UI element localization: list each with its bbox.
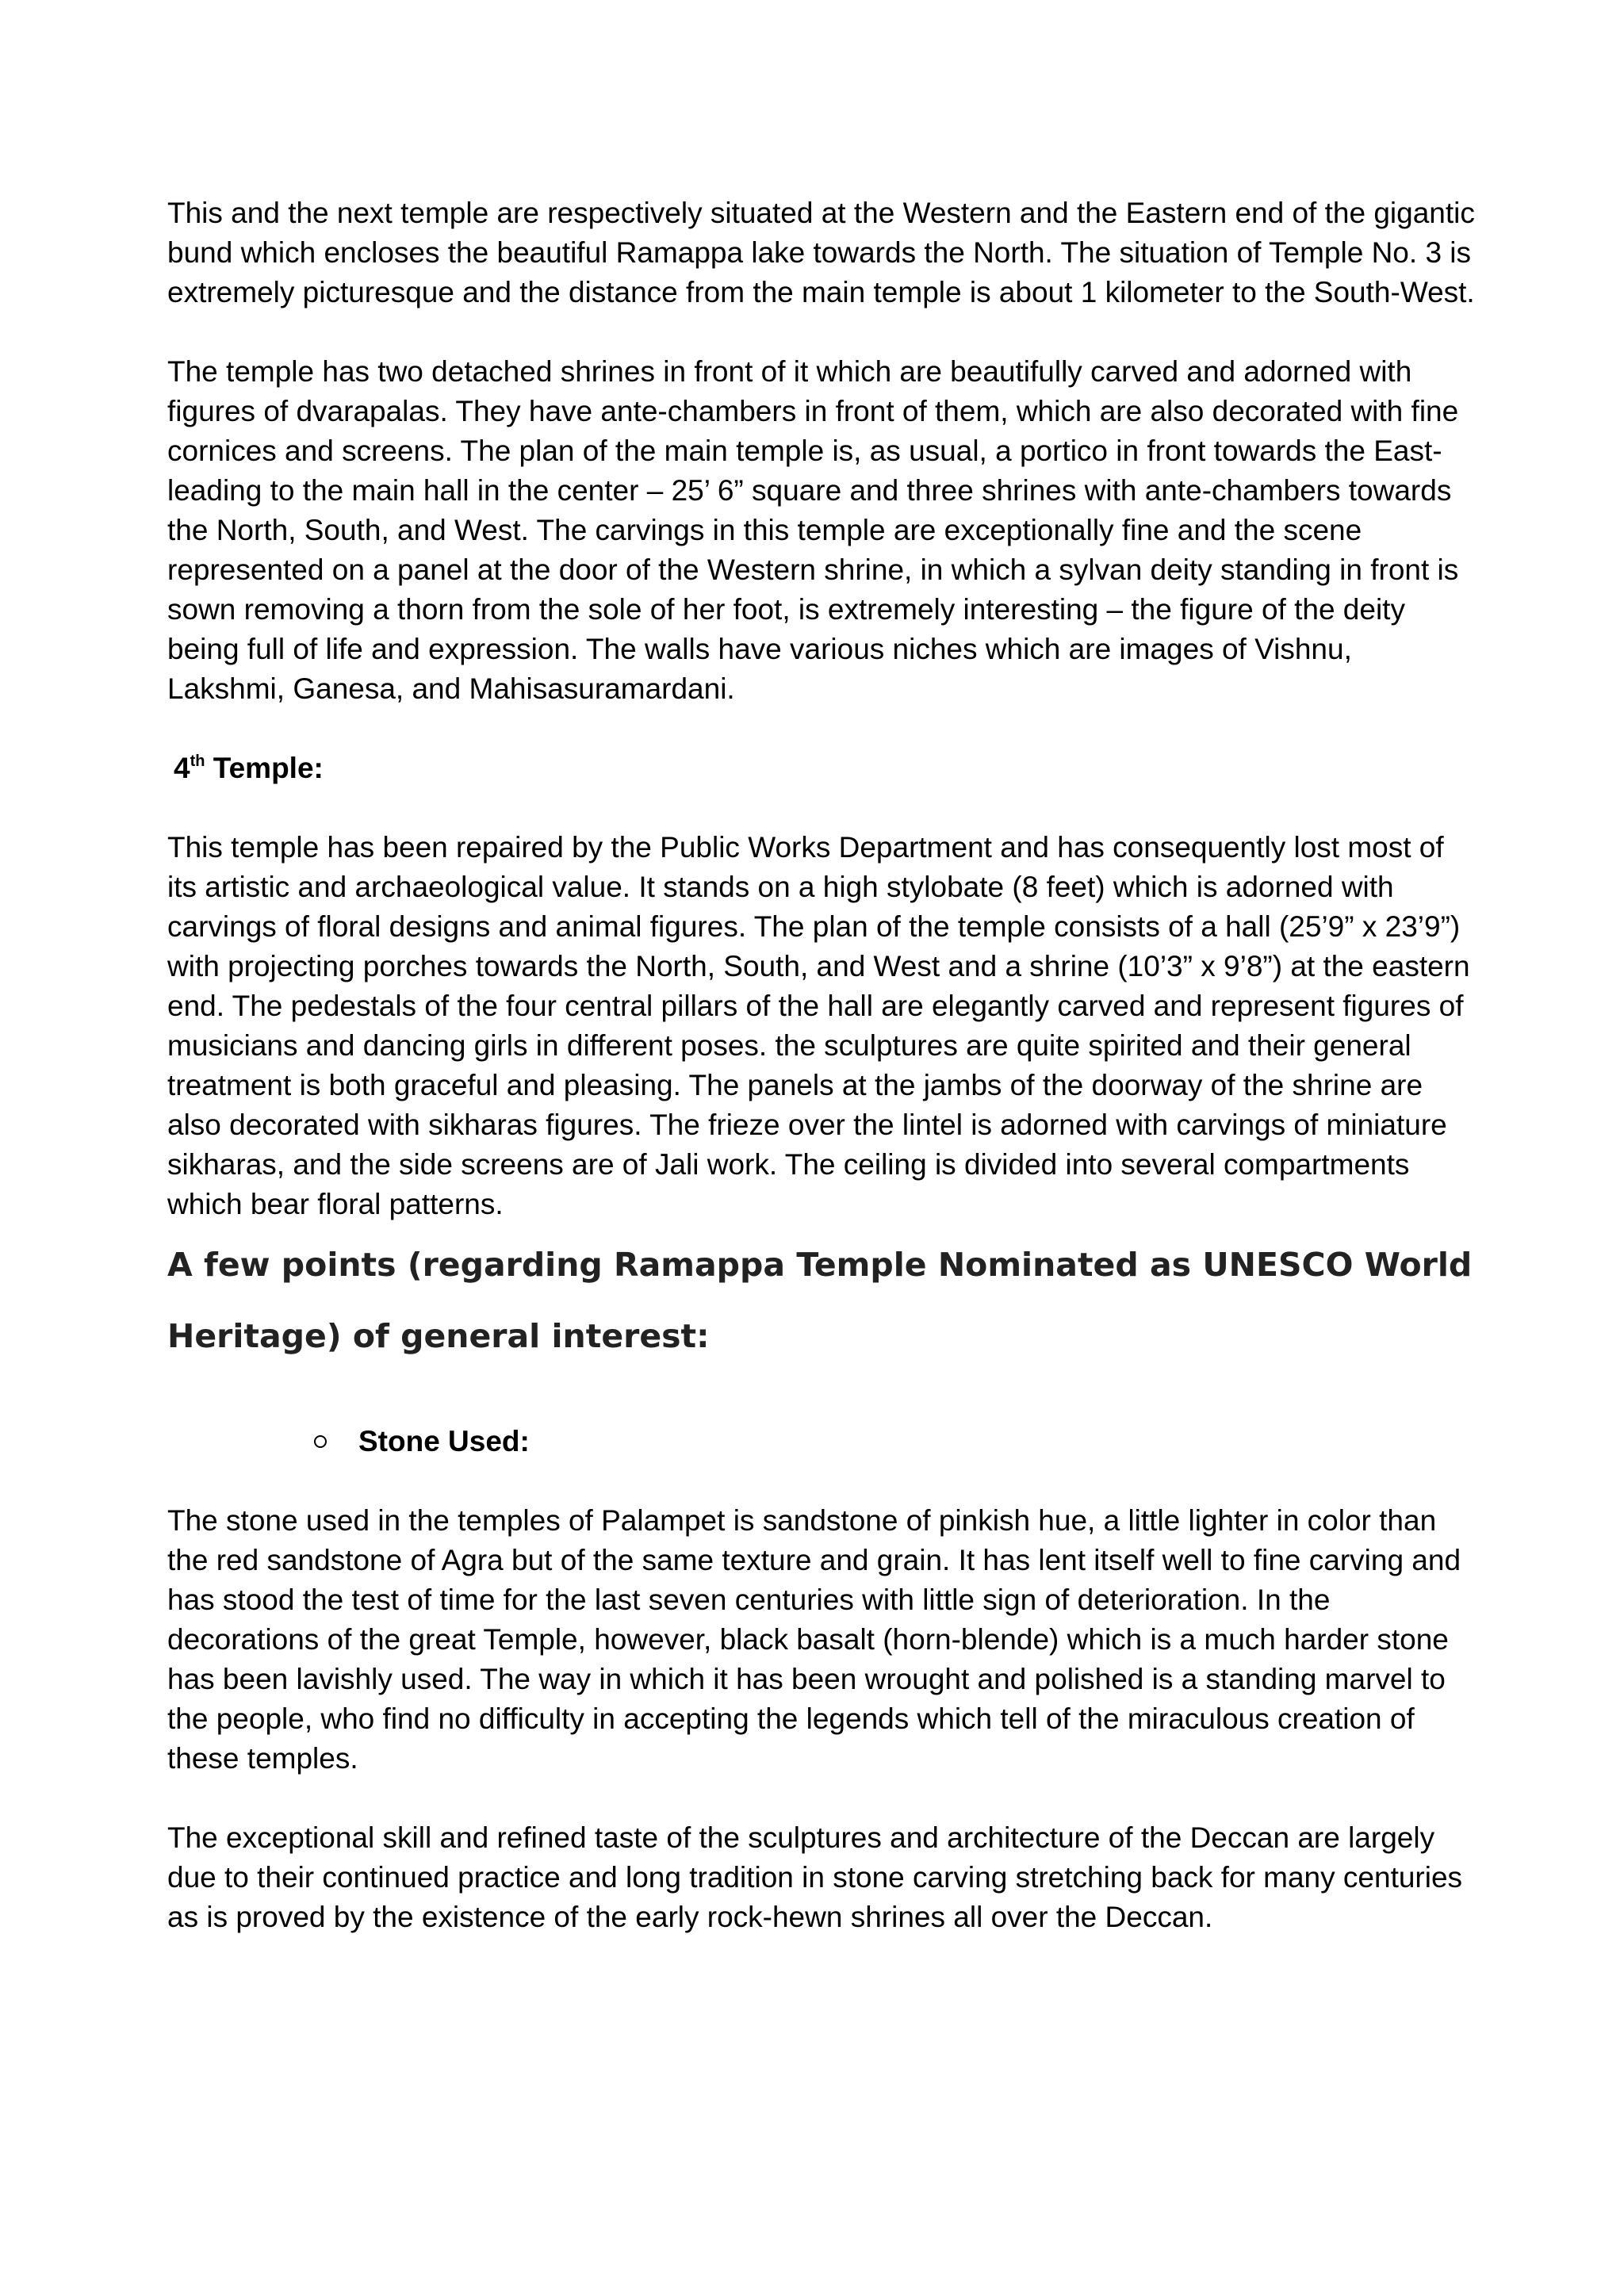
section-heading-line2: Heritage) of general interest:	[167, 1317, 710, 1355]
bullet-label: Stone Used:	[358, 1425, 530, 1457]
paragraph-spacer	[167, 709, 1476, 749]
paragraph-spacer	[167, 1779, 1476, 1818]
bullet-stone-used	[167, 1422, 1476, 1461]
temple4-heading-label: Temple:	[205, 752, 324, 784]
document-body	[167, 193, 1476, 1937]
paragraph-deccan-tradition: The exceptional skill and refined taste of the sculptures and architecture of the Deccan are largely due to their continued practice and long tradition in stone carving stretching back for many centuries as is proved by the existence of the early rock-hewn shrines all over the Deccan.	[167, 1821, 1463, 1933]
paragraph-spacer	[167, 1461, 1476, 1501]
hollow-circle-bullet-icon	[314, 1435, 327, 1448]
paragraph-temple4-description: This temple has been repaired by the Public Works Department and has consequently lost most of its artistic and archaeological value. It stands on a high stylobate (8 feet) which is adorned with carvings of floral designs and animal figures. The plan of the temple consists of a hall (25’9” x 23’9”) with projecting porches towards the North, South, and West and a shrine (10’3” x 9’8”) at the eastern end. The pedestals of the four central pillars of the hall are elegantly carved and represent figures of musicians and dancing girls in different poses. the sculptures are quite spirited and their general treatment is both graceful and pleasing. The panels at the jambs of the doorway of the shrine are also decorated with sikharas figures. The frieze over the lintel is adorned with carvings of miniature sikharas, and the side screens are of Jali work. The ceiling is divided into several compartments which bear floral patterns.	[167, 831, 1470, 1220]
section-heading-unesco	[167, 1229, 1476, 1372]
paragraph-stone-description: The stone used in the temples of Palampet is sandstone of pinkish hue, a little lighter in color than the red sandstone of Agra but of the same texture and grain. It has lent itself well to fine carving and has stood the test of time for the last seven centuries with little sign of deterioration. In the decorations of the great Temple, however, black basalt (horn-blende) which is a much harder stone has been lavishly used. The way in which it has been wrought and polished is a standing marvel to the people, who find no difficulty in accepting the legends which tell of the miraculous creation of these temples.	[167, 1504, 1461, 1775]
paragraph-temple3-location: This and the next temple are respectively situated at the Western and the Eastern end of the gigantic bund which encloses the beautiful Ramappa lake towards the North. The situation of Temple No. 3 is extremely picturesque and the distance from the main temple is about 1 kilometer to the South-West.	[167, 197, 1475, 308]
temple4-heading-superscript: th	[190, 752, 205, 770]
paragraph-temple3-description: The temple has two detached shrines in front of it which are beautifully carved and adorned with figures of dvarapalas. They have ante-chambers in front of them, which are also decorated with fine cornices and screens. The plan of the main temple is, as usual, a portico in front towards the East-leading to the main hall in the center – 25’ 6” square and three shrines with ante-chambers towards the North, South, and West. The carvings in this temple are exceptionally fine and the scene represented on a panel at the door of the Western shrine, in which a sylvan deity standing in front is sown removing a thorn from the sole of her foot, is extremely interesting – the figure of the deity being full of life and expression. The walls have various niches which are images of Vishnu, Lakshmi, Ganesa, and Mahisasuramardani.	[167, 355, 1459, 705]
temple4-heading-number: 4	[174, 752, 190, 784]
temple4-heading	[167, 749, 1476, 788]
paragraph-spacer	[167, 788, 1476, 828]
paragraph-spacer	[167, 312, 1476, 352]
section-heading-line1: A few points (regarding Ramappa Temple Nominated as UNESCO World	[167, 1246, 1473, 1284]
heading-spacer	[167, 1372, 1476, 1422]
